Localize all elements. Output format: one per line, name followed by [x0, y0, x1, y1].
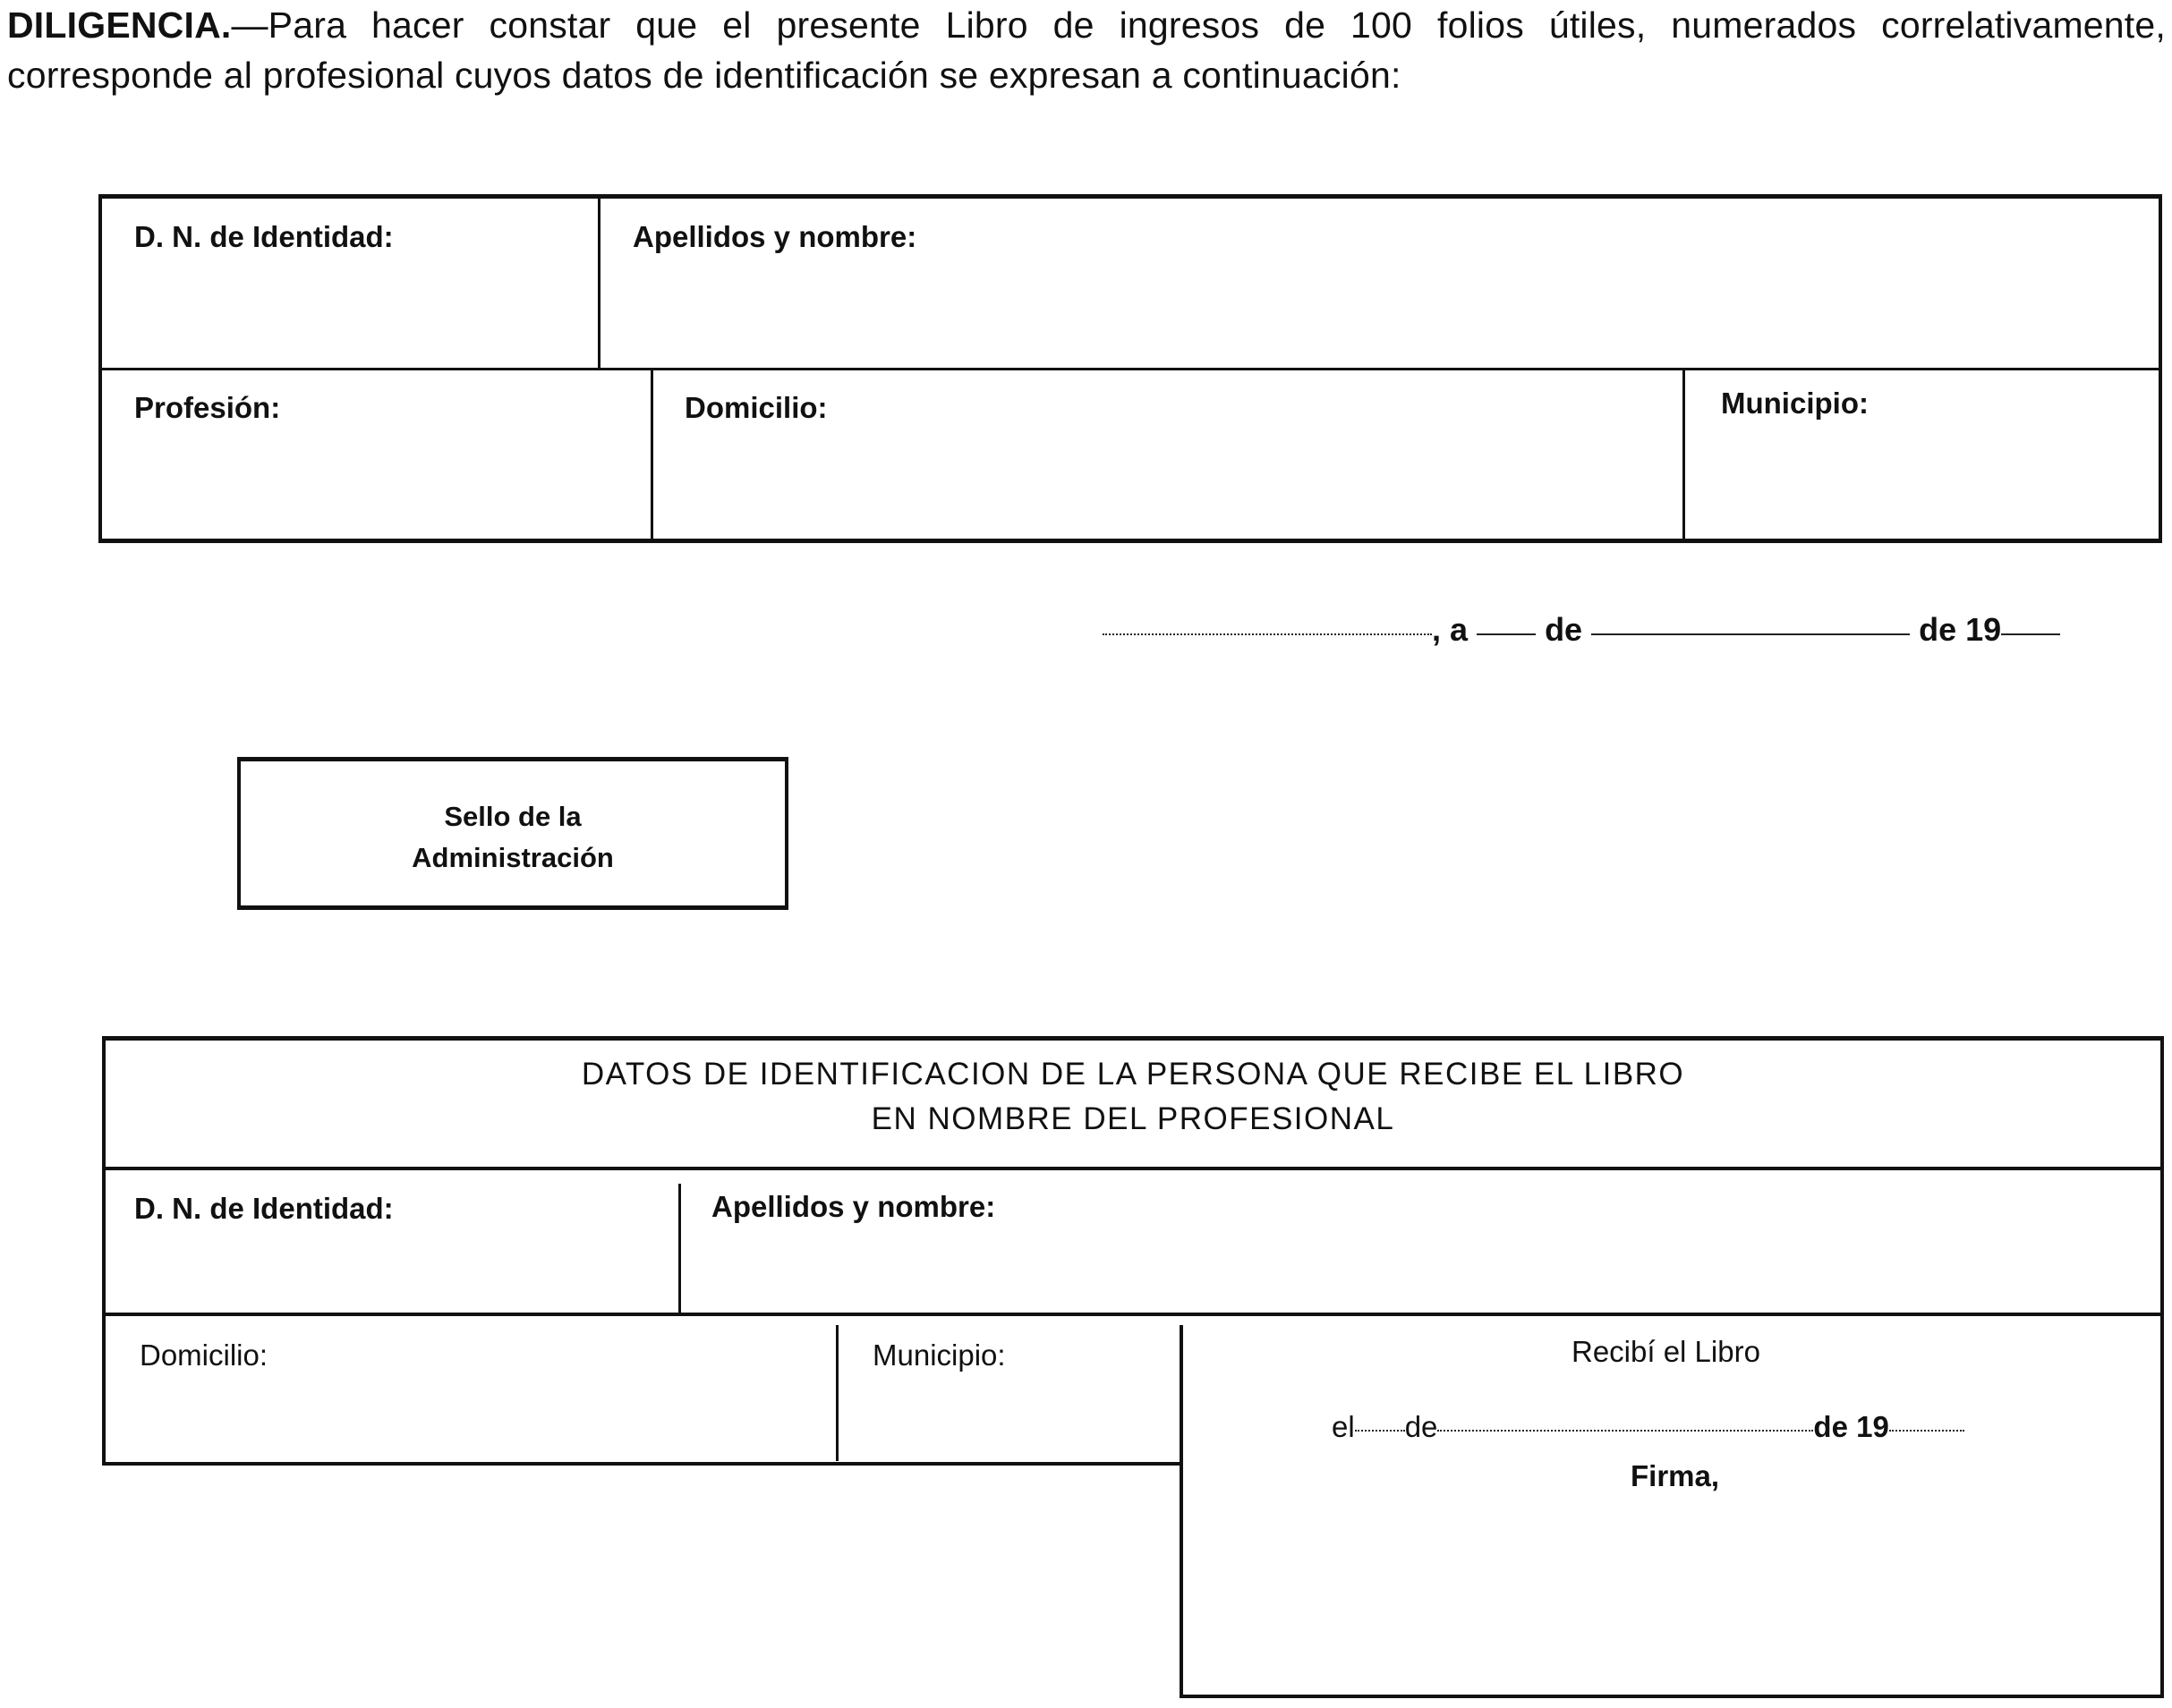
intro-paragraph: [7, 0, 2166, 100]
recibi-el: el: [1332, 1410, 1355, 1443]
receptor-municipio-field[interactable]: [839, 1378, 1178, 1460]
receptor-title-line1: DATOS DE IDENTIFICACION DE LA PERSONA QUE RECIBE EL LIBRO: [581, 1057, 1685, 1092]
sello-line1: Sello de la: [444, 801, 582, 832]
sello-line2: Administración: [412, 842, 614, 873]
receptor-dni-field[interactable]: [106, 1233, 677, 1312]
mes-blank[interactable]: [1591, 633, 1910, 635]
recibi-anio-blank[interactable]: [1889, 1430, 1964, 1432]
municipio-label: Municipio:: [1721, 387, 1869, 420]
profesion-label: Profesión:: [134, 391, 281, 424]
receptor-title: [106, 1052, 2160, 1142]
recibi-fecha-line: [1332, 1410, 1964, 1444]
profesion-field[interactable]: [102, 431, 648, 537]
recibi-mes-blank[interactable]: [1437, 1430, 1813, 1432]
intro-text: —Para hacer constar que el presente Libro de ingresos de 100 folios útiles, numerados correlativamente, corresponde al profesional cuyos datos de identificación se expresan a continuación:: [7, 4, 2166, 96]
domicilio-label: Domicilio:: [685, 391, 828, 424]
firma-label: Firma,: [1631, 1459, 1720, 1492]
receptor-dni-label: D. N. de Identidad:: [134, 1192, 394, 1225]
domicilio-field[interactable]: [654, 431, 1680, 537]
receptor-domicilio-field[interactable]: [106, 1378, 834, 1460]
nombre-label: Apellidos y nombre:: [633, 220, 917, 253]
nombre-field[interactable]: [601, 261, 2157, 365]
fecha-de: de: [1545, 611, 1583, 648]
fecha-a: , a: [1432, 611, 1469, 648]
firma-field[interactable]: [1185, 1503, 2159, 1691]
intro-lead: DILIGENCIA.: [7, 4, 232, 46]
receptor-municipio-label: Municipio:: [873, 1338, 1006, 1372]
receptor-nombre-label: Apellidos y nombre:: [711, 1190, 996, 1223]
recibi-label: Recibí el Libro: [1572, 1335, 1760, 1368]
recibi-de: de: [1404, 1410, 1438, 1443]
anio-blank[interactable]: [2001, 633, 2060, 635]
dia-blank[interactable]: [1477, 633, 1536, 635]
recibi-dia-blank[interactable]: [1355, 1430, 1405, 1432]
dni-field[interactable]: [102, 261, 596, 365]
sello-label: [241, 796, 785, 879]
receptor-nombre-field[interactable]: [682, 1233, 2159, 1312]
municipio-field[interactable]: [1686, 431, 2157, 537]
receptor-title-line2: EN NOMBRE DEL PROFESIONAL: [871, 1101, 1395, 1136]
dni-label: D. N. de Identidad:: [134, 220, 394, 253]
lugar-blank[interactable]: [1103, 633, 1432, 635]
fecha-line: [1103, 611, 2060, 649]
recibi-de19: de 19: [1813, 1410, 1889, 1443]
fecha-de19: de 19: [1919, 611, 2002, 648]
receptor-domicilio-label: Domicilio:: [140, 1338, 268, 1372]
